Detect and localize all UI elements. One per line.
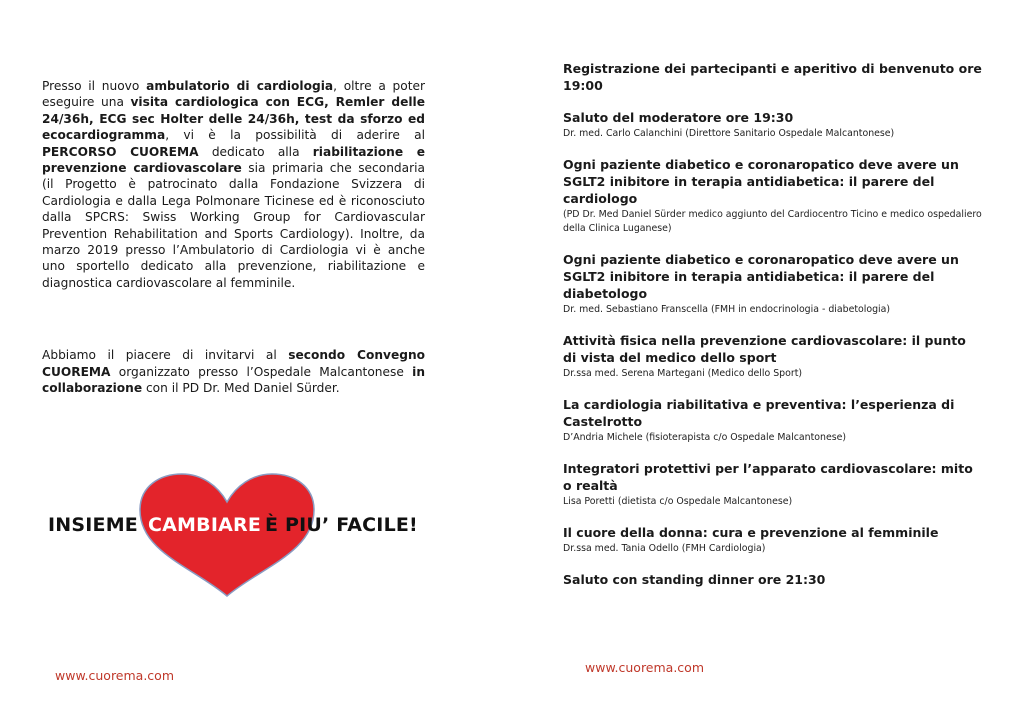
slogan-banner — [48, 470, 428, 600]
intro-paragraph: Presso il nuovo ambulatorio di cardiologia, oltre a poter eseguire una visita cardiologica con ECG, Remler delle 24/36h, ECG sec Holter delle 24/36h, test da sforzo ed ecocardiogramma, vi è la possibilità di aderire al PERCORSO CUOREMA dedicato alla riabilitazione e prevenzione cardiovascolare sia primaria che secondaria (il Progetto è patrocinato dalla Fondazione Svizzera di Cardiologia e dalla Lega Polmonare Ticinese ed è riconosciuto dalla SPCRS: Swiss Working Group for Cardiovascular Prevention Rehabilitation and Sports Cardiology). Inoltre, da marzo 2019 presso l’Ambulatorio di Cardiologia vi è anche uno sportello dedicato alla prevenzione, riabilitazione e diagnostica cardiovascolare al femminile. — [42, 79, 426, 290]
program-list — [563, 60, 983, 603]
program-item — [563, 156, 983, 236]
program-item-title: La cardiologia riabilitativa e preventiva: l’esperienza di Castelrotto — [563, 397, 955, 429]
slogan-word-cambiare: CAMBIARE — [148, 514, 262, 536]
program-item-speaker: D’Andria Michele (fisioterapista c/o Ospedale Malcantonese) — [563, 432, 847, 443]
program-item-title: Ogni paziente diabetico e coronaropatico deve avere un SGLT2 inibitore in terapia antidiabetica: il parere del diabetologo — [563, 252, 959, 301]
program-item-speaker: (PD Dr. Med Daniel Sürder medico aggiunto del Cardiocentro Ticino e medico ospedaliero della Clinica Luganese) — [563, 209, 982, 234]
website-link-right[interactable]: www.cuorema.com — [585, 660, 705, 675]
program-item-title: Il cuore della donna: cura e prevenzione al femminile — [563, 525, 939, 540]
program-item-speaker: Lisa Poretti (dietista c/o Ospedale Malcantonese) — [563, 496, 793, 507]
program-item — [563, 571, 983, 588]
program-item — [563, 332, 983, 381]
program-item — [563, 251, 983, 317]
invitation-paragraph: Abbiamo il piacere di invitarvi al secondo Convegno CUOREMA organizzato presso l’Ospedale Malcantonese in collaborazione con il PD Dr. Med Daniel Sürder. — [42, 348, 425, 396]
program-item-title: Saluto con standing dinner ore 21:30 — [563, 572, 826, 587]
program-item-speaker: Dr.ssa med. Serena Martegani (Medico dello Sport) — [563, 368, 803, 379]
program-item-title: Ogni paziente diabetico e coronaropatico deve avere un SGLT2 inibitore in terapia antidiabetica: il parere del cardiologo — [563, 157, 959, 206]
website-link-left[interactable]: www.cuorema.com — [55, 668, 175, 683]
program-item-speaker: Dr.ssa med. Tania Odello (FMH Cardiologia) — [563, 543, 766, 554]
slogan-word-facile: È PIU’ FACILE! — [265, 514, 418, 536]
program-item — [563, 524, 983, 556]
program-item-title: Registrazione dei partecipanti e aperitivo di benvenuto ore 19:00 — [563, 61, 982, 93]
intro-column — [42, 78, 425, 397]
program-item — [563, 396, 983, 445]
program-item — [563, 460, 983, 509]
program-item-title: Attività fisica nella prevenzione cardiovascolare: il punto di vista del medico dello sport — [563, 333, 966, 365]
program-item-title: Integratori protettivi per l’apparato cardiovascolare: mito o realtà — [563, 461, 973, 493]
program-item — [563, 109, 983, 141]
program-item-title: Saluto del moderatore ore 19:30 — [563, 110, 794, 125]
program-item — [563, 60, 983, 94]
program-item-speaker: Dr. med. Sebastiano Franscella (FMH in endocrinologia - diabetologia) — [563, 304, 891, 315]
slogan-word-insieme: INSIEME — [48, 514, 138, 536]
program-item-speaker: Dr. med. Carlo Calanchini (Direttore Sanitario Ospedale Malcantonese) — [563, 128, 895, 139]
